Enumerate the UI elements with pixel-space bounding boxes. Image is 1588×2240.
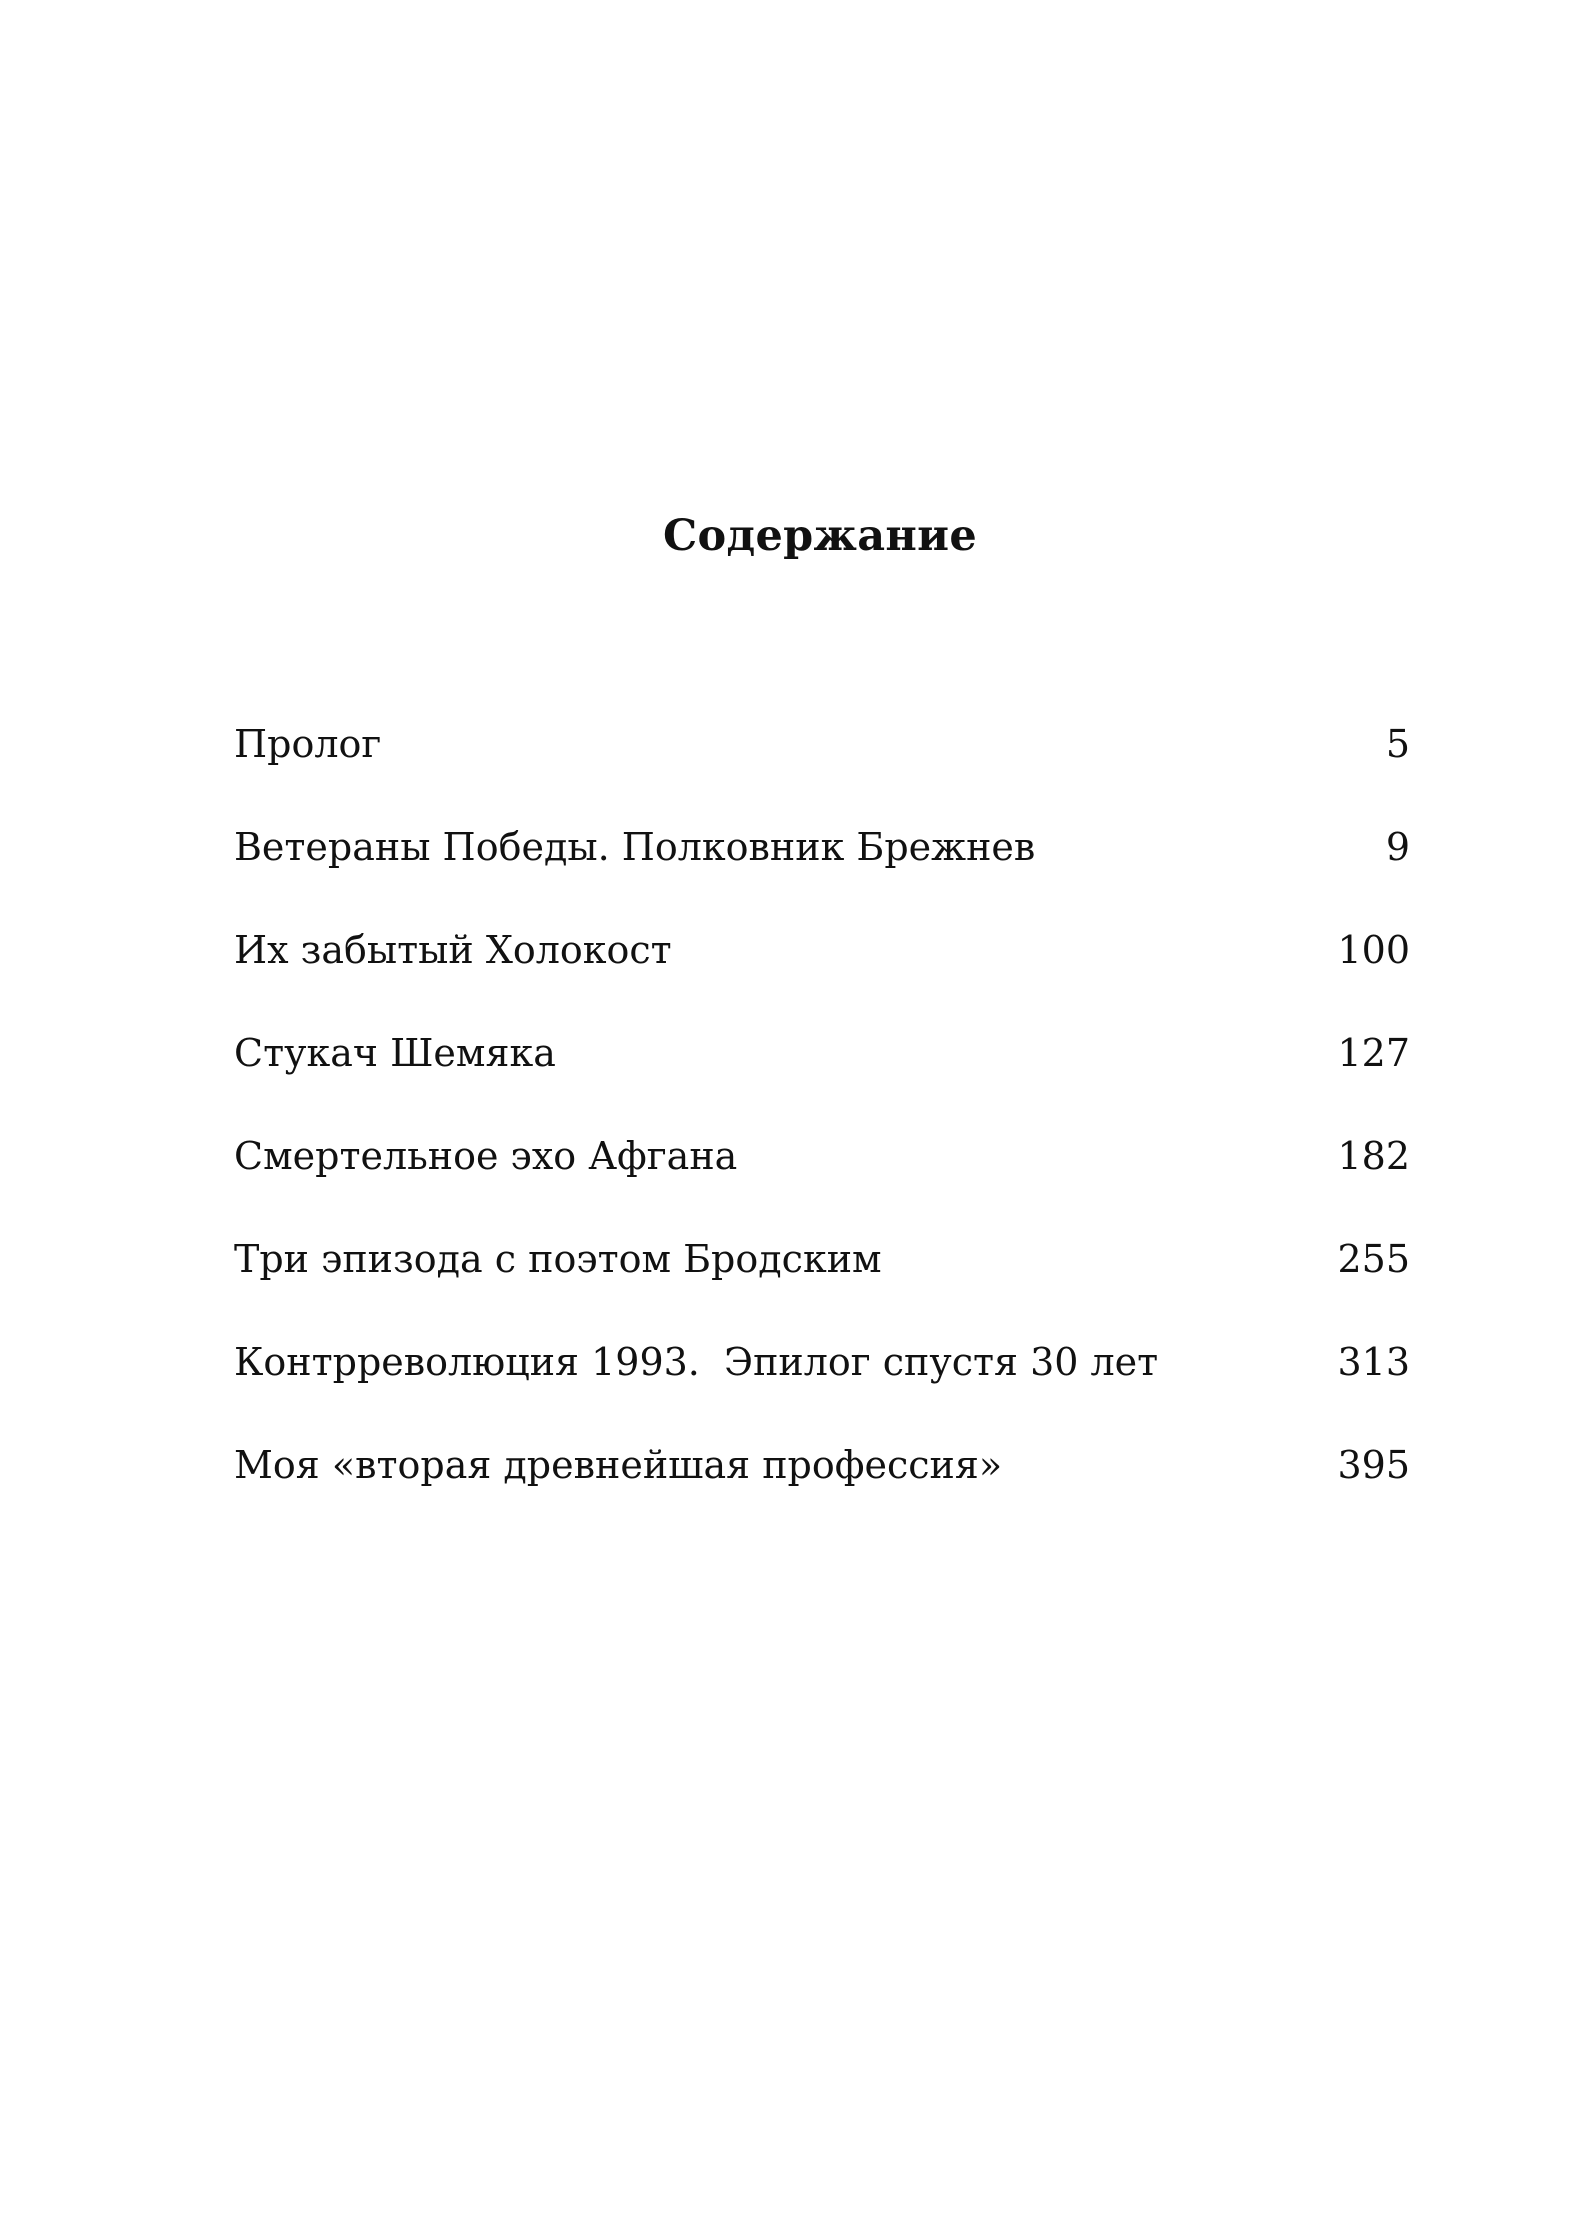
toc-entry-page: 5 xyxy=(1385,722,1410,766)
toc-entry xyxy=(234,1023,1410,1126)
toc-entry-title: Моя «вторая древнейшая профессия» xyxy=(234,1443,1003,1487)
toc-entry-title: Смертельное эхо Афгана xyxy=(234,1134,738,1178)
toc-entry-page: 255 xyxy=(1337,1237,1410,1281)
toc-entry-title: Три эпизода с поэтом Бродским xyxy=(234,1237,882,1281)
toc-entry-title: Их забытый Холокост xyxy=(234,928,672,972)
toc-entry xyxy=(234,920,1410,1023)
page-title: Содержание xyxy=(663,511,977,561)
toc-entry xyxy=(234,1126,1410,1229)
toc-entry-title: Пролог xyxy=(234,722,382,766)
table-of-contents xyxy=(234,714,1410,1538)
toc-entry-page: 182 xyxy=(1337,1134,1410,1178)
toc-entry-title: Ветераны Победы. Полковник Брежнев xyxy=(234,825,1036,869)
toc-entry-page: 313 xyxy=(1337,1340,1410,1384)
toc-entry xyxy=(234,1435,1410,1538)
toc-entry xyxy=(234,1229,1410,1332)
toc-entry xyxy=(234,714,1410,817)
toc-entry-page: 395 xyxy=(1337,1443,1410,1487)
toc-entry-page: 9 xyxy=(1385,825,1410,869)
toc-entry-title: Контрреволюция 1993. Эпилог спустя 30 лет xyxy=(234,1340,1159,1384)
toc-entry-title: Стукач Шемяка xyxy=(234,1031,556,1075)
toc-entry-page: 127 xyxy=(1337,1031,1410,1075)
toc-entry xyxy=(234,1332,1410,1435)
toc-entry-page: 100 xyxy=(1337,928,1410,972)
toc-entry xyxy=(234,817,1410,920)
